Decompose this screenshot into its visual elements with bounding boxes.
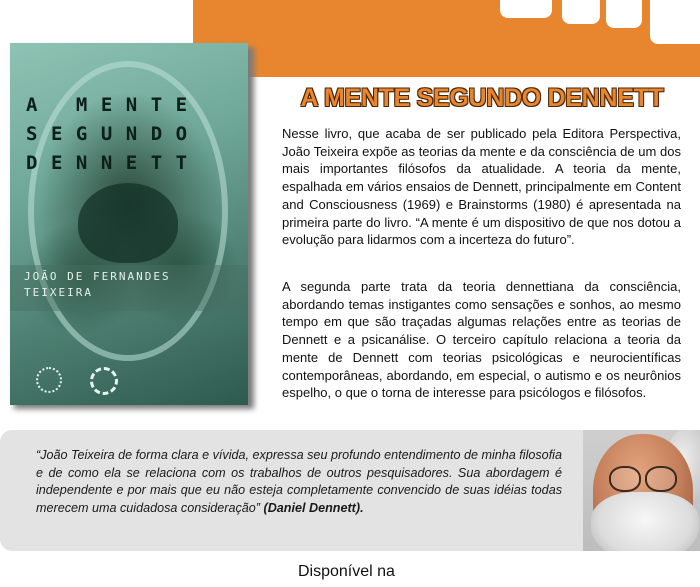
quote-attribution: (Daniel Dennett). bbox=[263, 500, 364, 515]
description-paragraph: A segunda parte trata da teoria dennettiana da consciência, abordando temas instigantes como sensações e sonhos, ao mesmo tempo em que são traçadas algumas relações entre as teorias de Dennett e a psicanálise. O terceiro capítulo relaciona a teoria da mente de Dennett com teorias psicológicas e neurocientíficas contemporâneas, abordando, em especial, o autismo e os neurônios espelho, o que o torna de interesse para psicólogos e filósofos. bbox=[282, 279, 681, 401]
portrait-beard bbox=[591, 492, 699, 551]
book-cover-title-line: SEGUNDO bbox=[26, 123, 201, 145]
book-cover-title bbox=[26, 91, 236, 178]
book-cover-image bbox=[10, 43, 248, 405]
publisher-logo-icon bbox=[36, 367, 62, 393]
author-portrait bbox=[583, 430, 700, 551]
book-cover-title-line: A MENTE bbox=[26, 94, 201, 116]
quote-text bbox=[36, 447, 562, 517]
book-cover-author-line: TEIXEIRA bbox=[24, 286, 93, 299]
banner-tab bbox=[500, 0, 552, 18]
banner-tab bbox=[606, 0, 642, 28]
availability-text: Disponível na bbox=[298, 563, 395, 580]
book-cover-author-line: JOÃO DE FERNANDES bbox=[24, 270, 171, 283]
portrait-glasses-lens bbox=[645, 466, 677, 492]
quote-body: “João Teixeira de forma clara e vívida, expressa seu profundo entendimento de minha filosofia e de como ela se relaciona com os trabalhos de outros pesquisadores. Sua abordagem é independente e por mais que eu não esteja completamente convencido de suas idéias todas merecem uma cuidadosa consideração” bbox=[36, 448, 562, 515]
sun-logo-icon bbox=[90, 367, 118, 395]
book-cover-author bbox=[24, 269, 171, 301]
brain-scan-ventricle bbox=[78, 183, 178, 263]
page-title: A MENTE SEGUNDO DENNETT bbox=[300, 84, 664, 112]
description-paragraph: Nesse livro, que acaba de ser publicado pela Editora Perspectiva, João Teixeira expõe as teorias da mente e da consciência de um dos mais importantes filósofos da atualidade. A teoria da mente, espalhada em vários ensaios de Dennett, principalmente em Content and Consciousness (1969) e Brainstorms (1980) é apresentada na primeira parte do livro. “A mente é um dispositivo de que nos dotou a evolução para lidarmos com a incerteza do futuro”. bbox=[282, 126, 681, 248]
book-cover-title-line: DENNETT bbox=[26, 152, 201, 174]
banner-tab bbox=[562, 0, 600, 24]
banner-tab bbox=[650, 0, 700, 44]
portrait-glasses-lens bbox=[609, 466, 641, 492]
